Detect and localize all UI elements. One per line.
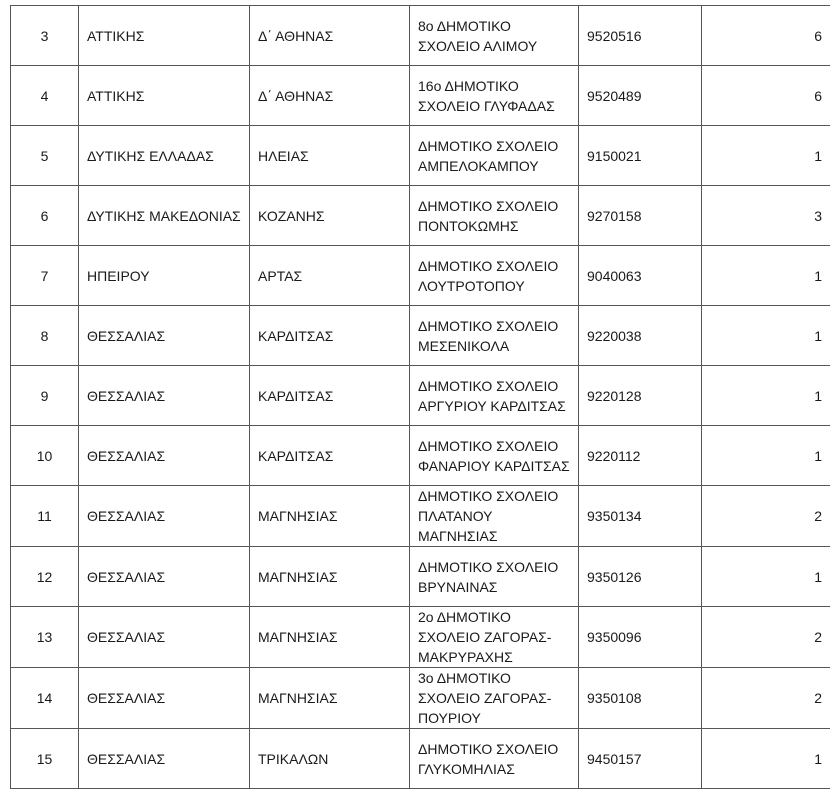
- cell-row-number: 6: [11, 186, 79, 246]
- cell-school-name: ΔΗΜΟΤΙΚΟ ΣΧΟΛΕΙΟ ΦΑΝΑΡΙΟΥ ΚΑΡΔΙΤΣΑΣ: [410, 426, 579, 486]
- cell-directorate: Δ΄ ΑΘΗΝΑΣ: [250, 6, 410, 66]
- cell-school-code: 9150021: [579, 126, 702, 186]
- cell-region: ΘΕΣΣΑΛΙΑΣ: [79, 729, 250, 789]
- cell-region: ΘΕΣΣΑΛΙΑΣ: [79, 547, 250, 607]
- table-body: [11, 6, 830, 789]
- cell-school-name: ΔΗΜΟΤΙΚΟ ΣΧΟΛΕΙΟ ΓΛΥΚΟΜΗΛΙΑΣ: [410, 729, 579, 789]
- cell-school-code: 9220128: [579, 366, 702, 426]
- table-row: [11, 668, 830, 729]
- table-row: [11, 729, 830, 789]
- cell-region: ΔΥΤΙΚΗΣ ΜΑΚΕΔΟΝΙΑΣ: [79, 186, 250, 246]
- cell-school-code: 9220038: [579, 306, 702, 366]
- cell-count: 1: [702, 126, 830, 186]
- cell-region: ΑΤΤΙΚΗΣ: [79, 66, 250, 126]
- table-row: [11, 486, 830, 547]
- cell-directorate: ΗΛΕΙΑΣ: [250, 126, 410, 186]
- cell-directorate: ΜΑΓΝΗΣΙΑΣ: [250, 547, 410, 607]
- table-row: [11, 186, 830, 246]
- cell-directorate: ΚΟΖΑΝΗΣ: [250, 186, 410, 246]
- cell-school-name: ΔΗΜΟΤΙΚΟ ΣΧΟΛΕΙΟ ΜΕΣΕΝΙΚΟΛΑ: [410, 306, 579, 366]
- cell-count: 2: [702, 607, 830, 668]
- cell-count: 1: [702, 366, 830, 426]
- table-row: [11, 6, 830, 66]
- cell-school-name: ΔΗΜΟΤΙΚΟ ΣΧΟΛΕΙΟ ΠΛΑΤΑΝΟΥ ΜΑΓΝΗΣΙΑΣ: [410, 486, 579, 547]
- cell-school-code: 9040063: [579, 246, 702, 306]
- cell-count: 1: [702, 246, 830, 306]
- cell-count: 1: [702, 306, 830, 366]
- cell-school-name: ΔΗΜΟΤΙΚΟ ΣΧΟΛΕΙΟ ΑΡΓΥΡΙΟΥ ΚΑΡΔΙΤΣΑΣ: [410, 366, 579, 426]
- cell-school-code: 9350096: [579, 607, 702, 668]
- cell-directorate: ΜΑΓΝΗΣΙΑΣ: [250, 668, 410, 729]
- cell-region: ΗΠΕΙΡΟΥ: [79, 246, 250, 306]
- cell-school-name: ΔΗΜΟΤΙΚΟ ΣΧΟΛΕΙΟ ΑΜΠΕΛΟΚΑΜΠΟΥ: [410, 126, 579, 186]
- cell-count: 2: [702, 668, 830, 729]
- document-page: [10, 5, 828, 789]
- table-row: [11, 126, 830, 186]
- cell-school-code: 9450157: [579, 729, 702, 789]
- cell-row-number: 4: [11, 66, 79, 126]
- table-row: [11, 66, 830, 126]
- cell-row-number: 10: [11, 426, 79, 486]
- cell-count: 1: [702, 426, 830, 486]
- cell-count: 6: [702, 66, 830, 126]
- cell-count: 6: [702, 6, 830, 66]
- cell-count: 1: [702, 547, 830, 607]
- cell-school-code: 9350108: [579, 668, 702, 729]
- cell-row-number: 13: [11, 607, 79, 668]
- cell-region: ΘΕΣΣΑΛΙΑΣ: [79, 306, 250, 366]
- cell-school-name: 8ο ΔΗΜΟΤΙΚΟ ΣΧΟΛΕΙΟ ΑΛΙΜΟΥ: [410, 6, 579, 66]
- cell-directorate: ΑΡΤΑΣ: [250, 246, 410, 306]
- cell-directorate: ΚΑΡΔΙΤΣΑΣ: [250, 366, 410, 426]
- cell-school-name: 2ο ΔΗΜΟΤΙΚΟ ΣΧΟΛΕΙΟ ΖΑΓΟΡΑΣ- ΜΑΚΡΥΡΑΧΗΣ: [410, 607, 579, 668]
- table-row: [11, 366, 830, 426]
- cell-directorate: ΚΑΡΔΙΤΣΑΣ: [250, 306, 410, 366]
- cell-school-name: 16ο ΔΗΜΟΤΙΚΟ ΣΧΟΛΕΙΟ ΓΛΥΦΑΔΑΣ: [410, 66, 579, 126]
- cell-region: ΘΕΣΣΑΛΙΑΣ: [79, 426, 250, 486]
- cell-school-code: 9270158: [579, 186, 702, 246]
- cell-row-number: 7: [11, 246, 79, 306]
- table-row: [11, 306, 830, 366]
- cell-region: ΘΕΣΣΑΛΙΑΣ: [79, 486, 250, 547]
- cell-directorate: ΚΑΡΔΙΤΣΑΣ: [250, 426, 410, 486]
- cell-school-name: ΔΗΜΟΤΙΚΟ ΣΧΟΛΕΙΟ ΛΟΥΤΡΟΤΟΠΟΥ: [410, 246, 579, 306]
- cell-row-number: 8: [11, 306, 79, 366]
- cell-school-code: 9520489: [579, 66, 702, 126]
- cell-school-code: 9350126: [579, 547, 702, 607]
- cell-school-code: 9350134: [579, 486, 702, 547]
- cell-row-number: 14: [11, 668, 79, 729]
- cell-row-number: 3: [11, 6, 79, 66]
- table-row: [11, 607, 830, 668]
- cell-school-name: 3ο ΔΗΜΟΤΙΚΟ ΣΧΟΛΕΙΟ ΖΑΓΟΡΑΣ- ΠΟΥΡΙΟΥ: [410, 668, 579, 729]
- cell-count: 2: [702, 486, 830, 547]
- cell-row-number: 11: [11, 486, 79, 547]
- cell-directorate: ΜΑΓΝΗΣΙΑΣ: [250, 607, 410, 668]
- cell-directorate: Δ΄ ΑΘΗΝΑΣ: [250, 66, 410, 126]
- cell-school-name: ΔΗΜΟΤΙΚΟ ΣΧΟΛΕΙΟ ΠΟΝΤΟΚΩΜΗΣ: [410, 186, 579, 246]
- cell-count: 1: [702, 729, 830, 789]
- table-row: [11, 246, 830, 306]
- cell-count: 3: [702, 186, 830, 246]
- cell-directorate: ΤΡΙΚΑΛΩΝ: [250, 729, 410, 789]
- cell-region: ΘΕΣΣΑΛΙΑΣ: [79, 668, 250, 729]
- cell-row-number: 9: [11, 366, 79, 426]
- cell-school-code: 9220112: [579, 426, 702, 486]
- cell-region: ΘΕΣΣΑΛΙΑΣ: [79, 366, 250, 426]
- cell-row-number: 5: [11, 126, 79, 186]
- cell-row-number: 12: [11, 547, 79, 607]
- cell-school-name: ΔΗΜΟΤΙΚΟ ΣΧΟΛΕΙΟ ΒΡΥΝΑΙΝΑΣ: [410, 547, 579, 607]
- cell-region: ΘΕΣΣΑΛΙΑΣ: [79, 607, 250, 668]
- cell-region: ΑΤΤΙΚΗΣ: [79, 6, 250, 66]
- cell-directorate: ΜΑΓΝΗΣΙΑΣ: [250, 486, 410, 547]
- table-row: [11, 547, 830, 607]
- table-row: [11, 426, 830, 486]
- cell-region: ΔΥΤΙΚΗΣ ΕΛΛΑΔΑΣ: [79, 126, 250, 186]
- cell-school-code: 9520516: [579, 6, 702, 66]
- schools-table: [10, 5, 830, 789]
- cell-row-number: 15: [11, 729, 79, 789]
